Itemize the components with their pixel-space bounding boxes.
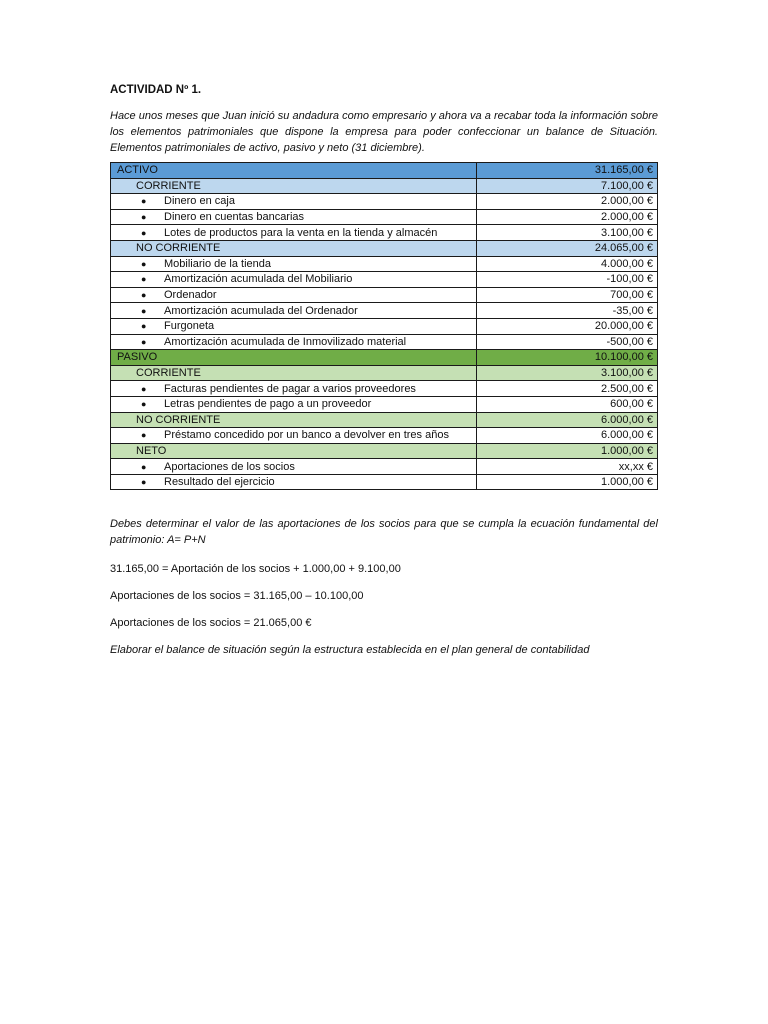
item-amount: 6.000,00 €: [477, 428, 658, 444]
bullet-icon: ●: [141, 321, 147, 332]
bullet-icon: ●: [141, 290, 147, 301]
equation-line-1: 31.165,00 = Aportación de los socios + 1.000,00 + 9.100,00: [110, 563, 401, 576]
bullet-icon: ●: [141, 196, 147, 207]
activo-amount: 31.165,00 €: [477, 163, 658, 179]
item-label: ● Ordenador: [111, 287, 477, 303]
bullet-icon: ●: [141, 430, 147, 441]
pasivo-corriente-amount: 3.100,00 €: [477, 365, 658, 381]
table-row: [111, 303, 658, 319]
neto-row: [111, 443, 658, 459]
table-row: [111, 209, 658, 225]
balance-table: [110, 162, 658, 490]
table-row: [111, 225, 658, 241]
bullet-icon: ●: [141, 461, 147, 472]
item-label: ● Amortización acumulada del Ordenador: [111, 303, 477, 319]
item-label: ● Letras pendientes de pago a un proveedor: [111, 396, 477, 412]
table-row: [111, 287, 658, 303]
bullet-icon: ●: [141, 258, 147, 269]
pasivo-no-corriente-amount: 6.000,00 €: [477, 412, 658, 428]
activo-no-corriente-row: [111, 240, 658, 256]
equation-line-3: Aportaciones de los socios = 21.065,00 €: [110, 617, 312, 630]
item-label: ● Facturas pendientes de pagar a varios proveedores: [111, 381, 477, 397]
table-row: [111, 396, 658, 412]
pasivo-label: PASIVO: [111, 350, 477, 366]
item-amount: -35,00 €: [477, 303, 658, 319]
item-amount: -500,00 €: [477, 334, 658, 350]
pasivo-no-corriente-row: [111, 412, 658, 428]
table-row: [111, 256, 658, 272]
item-amount: 700,00 €: [477, 287, 658, 303]
activo-row: [111, 163, 658, 179]
item-amount: 20.000,00 €: [477, 318, 658, 334]
pasivo-corriente-row: [111, 365, 658, 381]
bullet-icon: ●: [141, 305, 147, 316]
item-label: ● Dinero en cuentas bancarias: [111, 209, 477, 225]
item-amount: 4.000,00 €: [477, 256, 658, 272]
table-row: [111, 318, 658, 334]
item-label: ● Furgoneta: [111, 318, 477, 334]
bullet-icon: ●: [141, 477, 147, 488]
item-amount: 600,00 €: [477, 396, 658, 412]
activo-corriente-label: CORRIENTE: [111, 178, 477, 194]
pasivo-row: [111, 350, 658, 366]
item-amount: -100,00 €: [477, 272, 658, 288]
item-amount: 3.100,00 €: [477, 225, 658, 241]
pasivo-corriente-label: CORRIENTE: [111, 365, 477, 381]
activo-corriente-row: [111, 178, 658, 194]
bullet-icon: ●: [141, 274, 147, 285]
pasivo-no-corriente-label: NO CORRIENTE: [111, 412, 477, 428]
item-amount: 2.500,00 €: [477, 381, 658, 397]
item-label: ● Amortización acumulada del Mobiliario: [111, 272, 477, 288]
activity-title: ACTIVIDAD Nº 1.: [110, 84, 202, 96]
final-instruction: Elaborar el balance de situación según la estructura establecida en el plan general de contabilidad: [110, 644, 590, 657]
item-label: ● Aportaciones de los socios: [111, 459, 477, 475]
bullet-icon: ●: [141, 383, 147, 394]
activo-label: ACTIVO: [111, 163, 477, 179]
bullet-icon: ●: [141, 227, 147, 238]
item-label: ● Amortización acumulada de Inmovilizado material: [111, 334, 477, 350]
bullet-icon: ●: [141, 336, 147, 347]
item-label: ● Mobiliario de la tienda: [111, 256, 477, 272]
table-row: [111, 474, 658, 490]
item-label: ● Lotes de productos para la venta en la tienda y almacén: [111, 225, 477, 241]
activo-no-corriente-label: NO CORRIENTE: [111, 240, 477, 256]
intro-paragraph: Hace unos meses que Juan inició su andadura como empresario y ahora va a recabar toda la información sobre los elementos patrimoniales que dispone la empresa para poder confeccionar un balance de Situación. Elementos patrimoniales de activo, pasivo y neto (31 diciembre).: [110, 110, 658, 154]
table-row: [111, 194, 658, 210]
bullet-icon: ●: [141, 212, 147, 223]
activo-corriente-amount: 7.100,00 €: [477, 178, 658, 194]
table-row: [111, 459, 658, 475]
item-label: ● Resultado del ejercicio: [111, 474, 477, 490]
table-row: [111, 428, 658, 444]
item-label: ● Préstamo concedido por un banco a devolver en tres años: [111, 428, 477, 444]
document-page: [110, 84, 658, 656]
item-amount: 1.000,00 €: [477, 474, 658, 490]
equation-line-2: Aportaciones de los socios = 31.165,00 – 10.100,00: [110, 590, 364, 603]
table-row: [111, 381, 658, 397]
table-row: [111, 272, 658, 288]
item-amount: 2.000,00 €: [477, 194, 658, 210]
activo-no-corriente-amount: 24.065,00 €: [477, 240, 658, 256]
item-amount: xx,xx €: [477, 459, 658, 475]
pasivo-amount: 10.100,00 €: [477, 350, 658, 366]
question-paragraph: Debes determinar el valor de las aportaciones de los socios para que se cumpla la ecuación fundamental del patrimonio: A= P+N: [110, 518, 658, 547]
item-amount: 2.000,00 €: [477, 209, 658, 225]
neto-amount: 1.000,00 €: [477, 443, 658, 459]
bullet-icon: ●: [141, 399, 147, 410]
table-row: [111, 334, 658, 350]
item-label: ● Dinero en caja: [111, 194, 477, 210]
neto-label: NETO: [111, 443, 477, 459]
